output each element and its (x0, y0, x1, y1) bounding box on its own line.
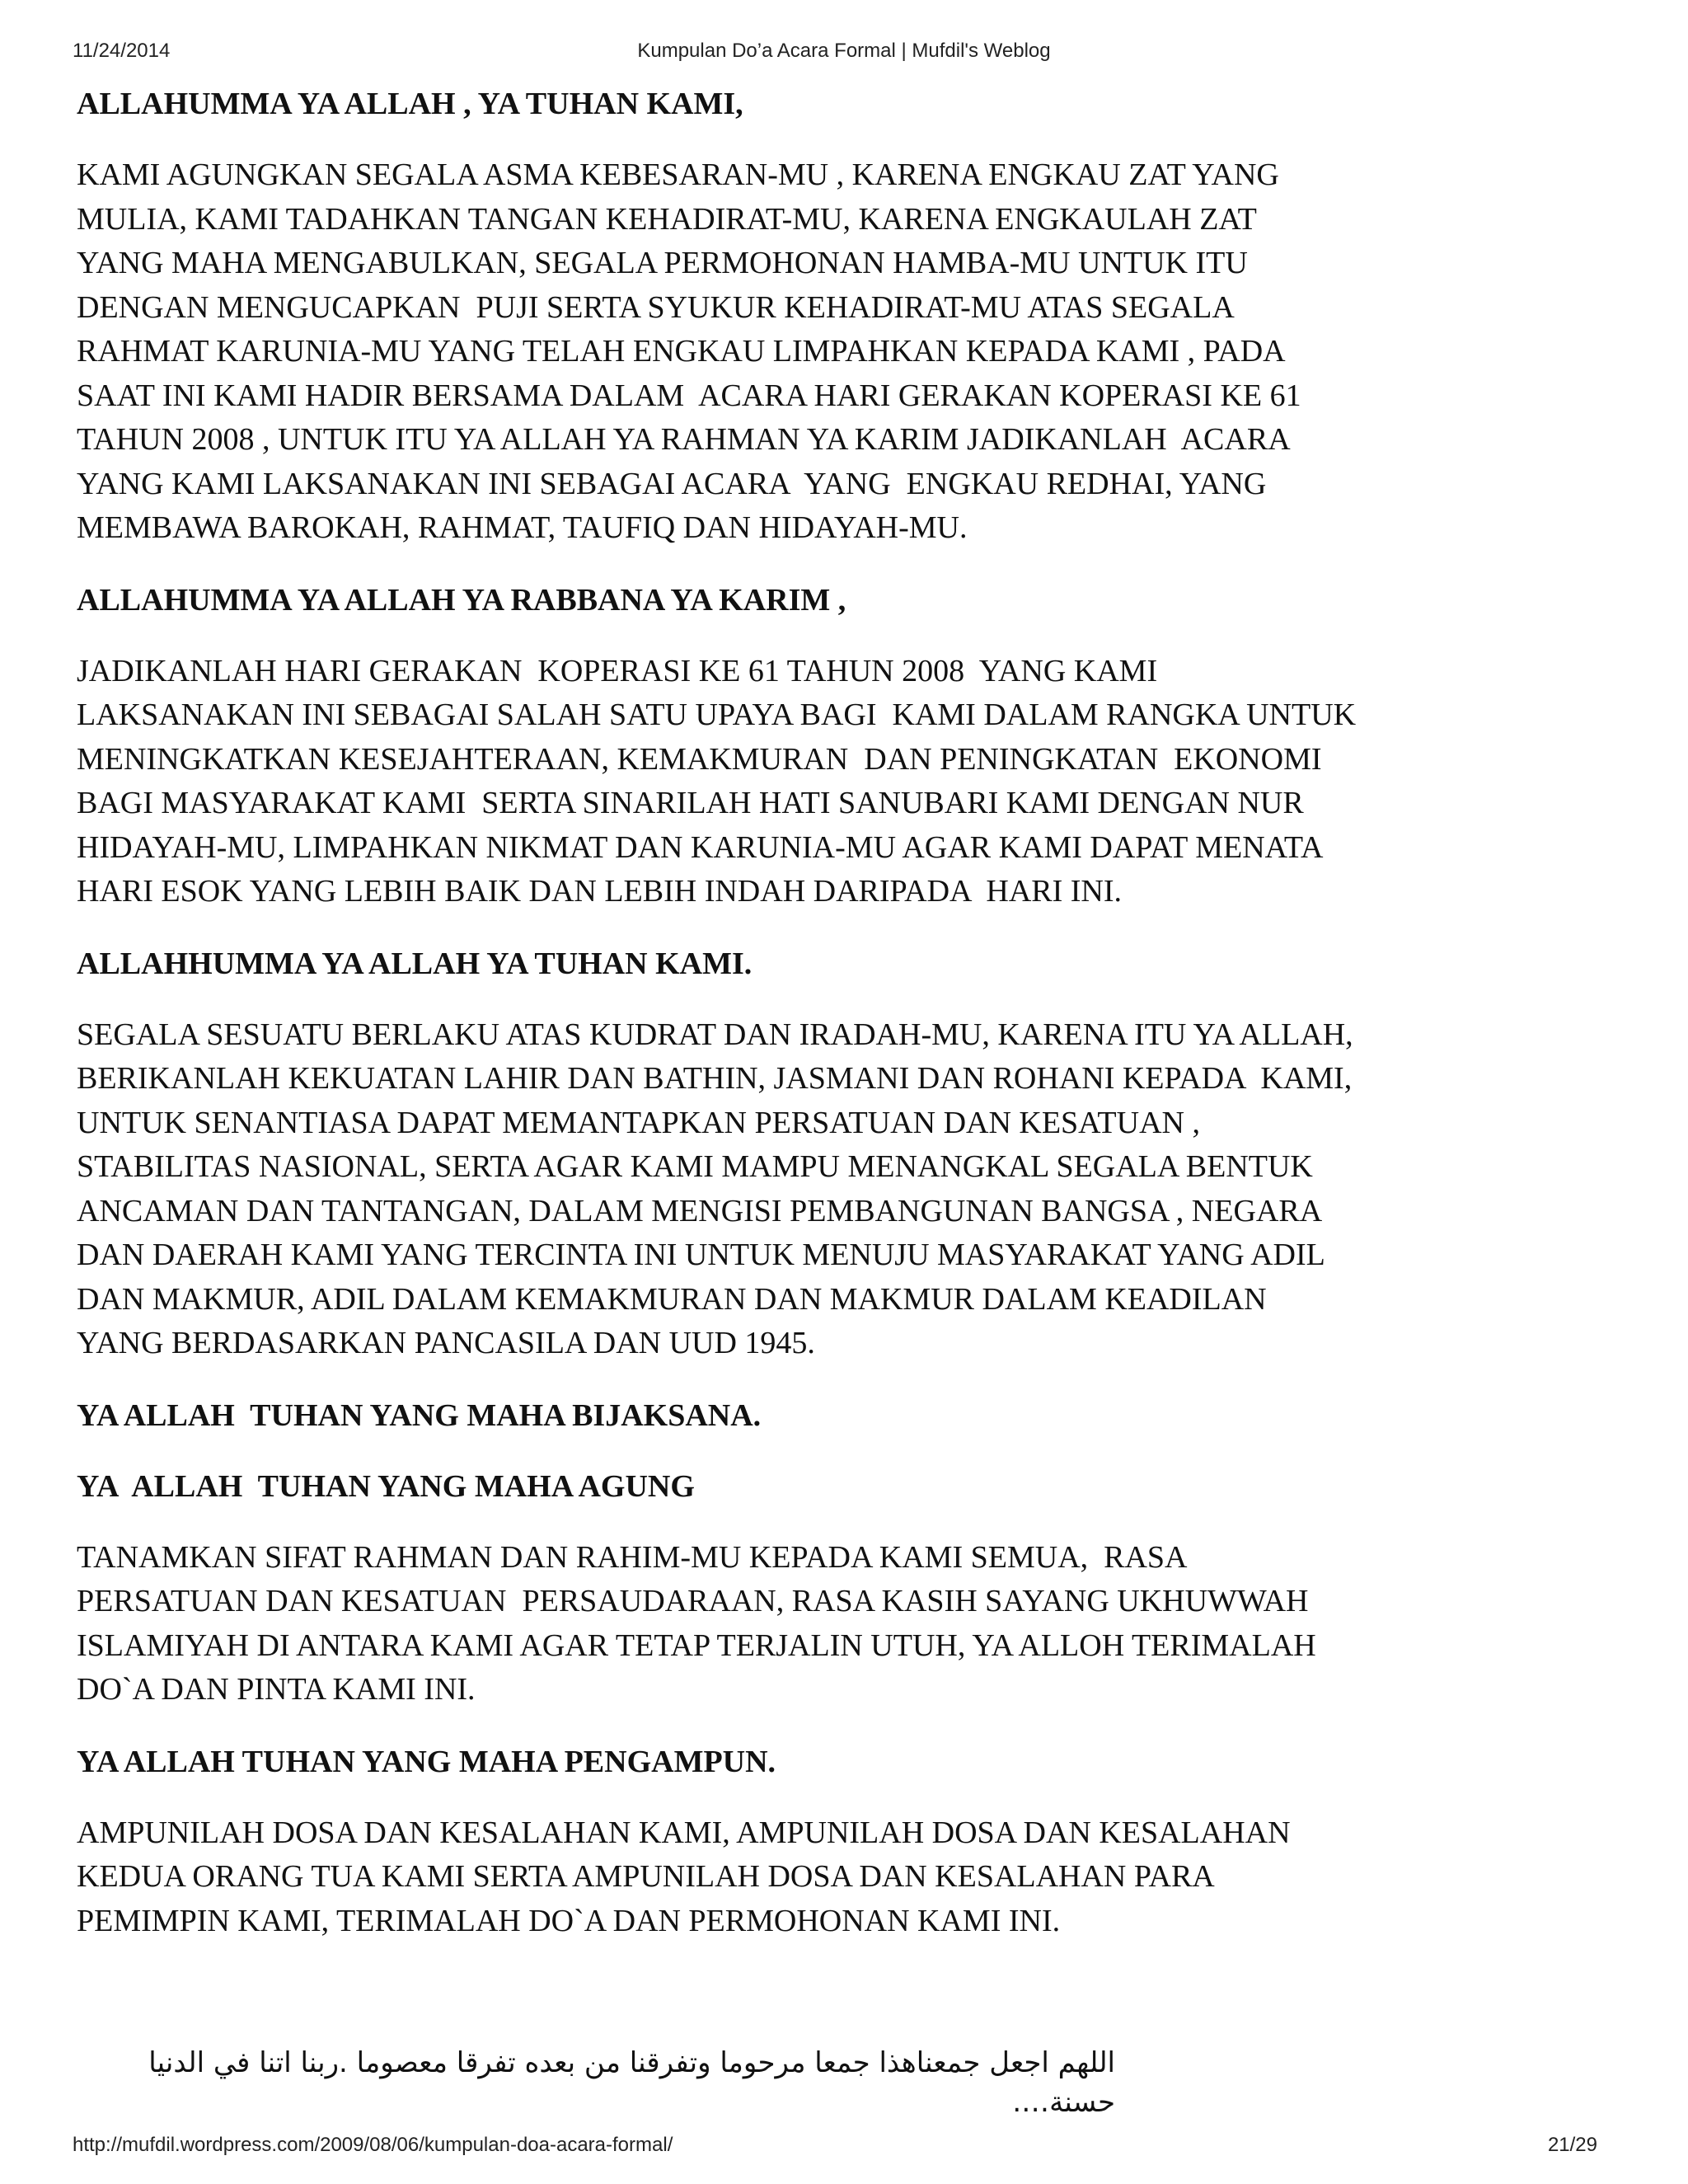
document-body (77, 82, 1626, 1971)
section-heading: ALLAHUMMA YA ALLAH YA RABBANA YA KARIM , (77, 582, 846, 618)
paragraph: KAMI AGUNGKAN SEGALA ASMA KEBESARAN-MU , KARENA ENGKAU ZAT YANG MULIA, KAMI TADAHKAN TANGAN KEHADIRAT-MU, KARENA ENGKAULAH ZAT YANG MAHA MENGABULKAN, SEGALA PERMOHONAN HAMBA-MU UNTUK ITU DENGAN MENGUCAPKAN PUJI SERTA SYUKUR KEHADIRAT-MU ATAS SEGALA RAHMAT KARUNIA-MU YANG TELAH ENGKAU LIMPAHKAN KEPADA KAMI , PADA SAAT INI KAMI HADIR BERSAMA DALAM ACARA HARI GERAKAN KOPERASI KE 61 TAHUN 2008 , UNTUK ITU YA ALLAH YA RAHMAN YA KARIM JADIKANLAH ACARA YANG KAMI LAKSANAKAN INI SEBAGAI ACARA YANG ENGKAU REDHAI, YANG MEMBAWA BAROKAH, RAHMAT, TAUFIQ DAN HIDAYAH-MU. (77, 157, 1301, 545)
section-heading: YA ALLAH TUHAN YANG MAHA AGUNG (77, 1468, 695, 1504)
section-heading: ALLAHUMMA YA ALLAH , YA TUHAN KAMI, (77, 87, 743, 121)
section-heading: YA ALLAH TUHAN YANG MAHA BIJAKSANA. (77, 1397, 762, 1433)
section-heading: YA ALLAH TUHAN YANG MAHA PENGAMPUN. (77, 1744, 776, 1779)
arabic-prayer: اللهم اجعل جمعناهذا جمعا مرحوما وتفرقنا من بعده تفرقا معصوما .ربنا اتنا في الدنيا حسنة…. (148, 2046, 1115, 2119)
paragraph: JADIKANLAH HARI GERAKAN KOPERASI KE 61 TAHUN 2008 YANG KAMI LAKSANAKAN INI SEBAGAI SALAH SATU UPAYA BAGI KAMI DALAM RANGKA UNTUK MENINGKATKAN KESEJAHTERAAN, KEMAKMURAN DAN PENINGKATAN EKONOMI BAGI MASYARAKAT KAMI SERTA SINARILAH HATI SANUBARI KAMI DENGAN NUR HIDAYAH-MU, LIMPAHKAN NIKMAT DAN KARUNIA-MU AGAR KAMI DAPAT MENATA HARI ESOK YANG LEBIH BAIK DAN LEBIH INDAH DARIPADA HARI INI. (77, 653, 1357, 909)
section-heading: ALLAHHUMMA YA ALLAH YA TUHAN KAMI. (77, 946, 753, 981)
paragraph: SEGALA SESUATU BERLAKU ATAS KUDRAT DAN IRADAH-MU, KARENA ITU YA ALLAH, BERIKANLAH KEKUATAN LAHIR DAN BATHIN, JASMANI DAN ROHANI KEPADA KAMI, UNTUK SENANTIASA DAPAT MEMANTAPKAN PERSATUAN DAN KESATUAN , STABILITAS NASIONAL, SERTA AGAR KAMI MAMPU MENANGKAL SEGALA BENTUK ANCAMAN DAN TANTANGAN, DALAM MENGISI PEMBANGUNAN BANGSA , NEGARA DAN DAERAH KAMI YANG TERCINTA INI UNTUK MENUJU MASYARAKAT YANG ADIL DAN MAKMUR, ADIL DALAM KEMAKMURAN DAN MAKMUR DALAM KEADILAN YANG BERDASARKAN PANCASILA DAN UUD 1945. (77, 1017, 1353, 1360)
paragraph: TANAMKAN SIFAT RAHMAN DAN RAHIM-MU KEPADA KAMI SEMUA, RASA PERSATUAN DAN KESATUAN PERSAUDARAAN, RASA KASIH SAYANG UKHUWWAH ISLAMIYAH DI ANTARA KAMI AGAR TETAP TERJALIN UTUH, YA ALLOH TERIMALAH DO`A DAN PINTA KAMI INI. (77, 1539, 1316, 1707)
print-footer (0, 2134, 1688, 2167)
page-title: Kumpulan Do’a Acara Formal | Mufdil's Weblog (637, 40, 1051, 62)
print-header (0, 40, 1688, 73)
print-date: 11/24/2014 (73, 40, 171, 62)
page-number: 21/29 (1547, 2134, 1597, 2156)
paragraph: AMPUNILAH DOSA DAN KESALAHAN KAMI, AMPUNILAH DOSA DAN KESALAHAN KEDUA ORANG TUA KAMI SERTA AMPUNILAH DOSA DAN KESALAHAN PARA PEMIMPIN KAMI, TERIMALAH DO`A DAN PERMOHONAN KAMI INI. (77, 1815, 1291, 1938)
page-url[interactable]: http://mufdil.wordpress.com/2009/08/06/kumpulan-doa-acara-formal/ (73, 2134, 673, 2156)
